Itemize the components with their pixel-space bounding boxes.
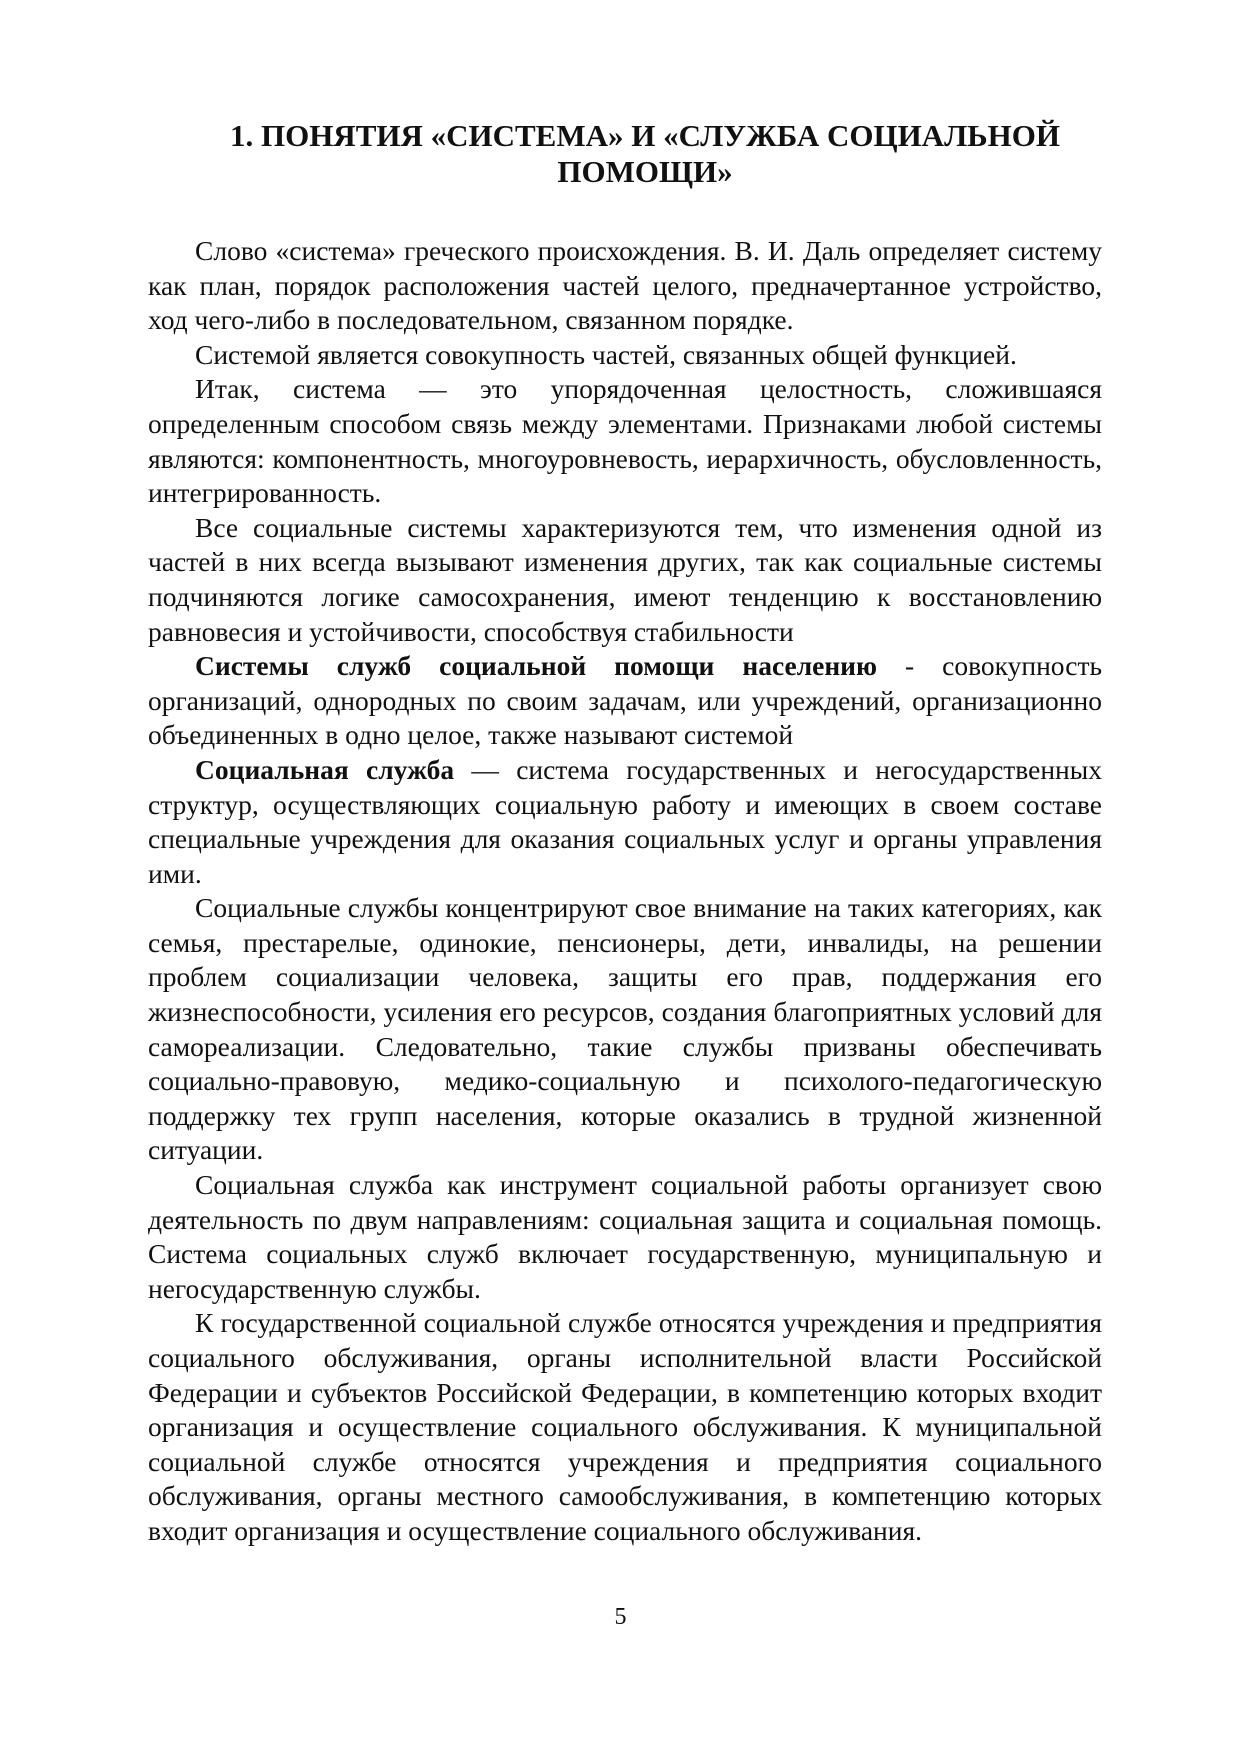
paragraph-1: Слово «система» греческого происхождения. В. И. Даль определяет систему как план, порядок расположения частей целого, предначертанное устройство, ход чего-либо в последовательном, связанном порядке. bbox=[148, 235, 1102, 336]
paragraph-2: Системой является совокупность частей, связанных общей функцией. bbox=[195, 338, 1017, 370]
term-social-aid-systems: Системы служб социальной помощи населению bbox=[195, 650, 878, 682]
paragraph-5-text: - совокупность организаций, однородных по своим задачам, или учреждений, организационно объединенных в одно целое, также называют системой bbox=[148, 650, 1103, 751]
chapter-title-line-1: 1. ПОНЯТИЯ «СИСТЕМА» И «СЛУЖБА СОЦИАЛЬНОЙ bbox=[229, 118, 1061, 153]
document-page bbox=[148, 118, 1102, 1549]
chapter-title-line-2: ПОМОЩИ» bbox=[557, 154, 733, 189]
term-social-service: Социальная служба bbox=[195, 753, 455, 785]
paragraph-3: Итак, система — это упорядоченная целостность, сложившаяся определенным способом связь между элементами. Признаками любой системы являются: компонентность, многоуровневость, иерархичность, обусловленность, интегрированность. bbox=[148, 373, 1102, 509]
paragraph-8: Социальная служба как инструмент социальной работы организует свою деятельность по двум направлениям: социальная защита и социальная помощь. Система социальных служб включает государственную, муниципальную и негосударственную службы. bbox=[148, 1169, 1102, 1304]
paragraph-4: Все социальные системы характеризуются тем, что изменения одной из частей в них всегда вызывают изменения других, так как социальные системы подчиняются логике самосохранения, имеют тенденцию к восстановлению равновесия и устойчивости, способствуя стабильности bbox=[148, 511, 1102, 647]
paragraph-7: Социальные службы концентрируют свое внимание на таких категориях, как семья, престарелые, одинокие, пенсионеры, дети, инвалиды, на решении проблем социализации человека, защиты его прав, поддержания его жизнеспособности, усиления его ресурсов, создания благоприятных условий для самореализации. Следовательно, такие службы призваны обеспечивать социально-правовую, медико-социальную и психолого-педагогическую поддержку тех групп населения, которые оказались в трудной жизненной ситуации. bbox=[148, 892, 1102, 1166]
paragraph-6 bbox=[148, 753, 1102, 891]
page-number: 5 bbox=[614, 1604, 627, 1630]
paragraph-9: К государственной социальной службе относятся учреждения и предприятия социального обслуживания, органы исполнительной власти Российской Федерации и субъектов Российской Федерации, в компетенцию которых входит организация и осуществление социального обслуживания. К муниципальной социальной службе относятся учреждения и предприятия социального обслуживания, органы местного самообслуживания, в компетенцию которых входит организация и осуществление социального обслуживания. bbox=[148, 1307, 1102, 1546]
paragraph-5 bbox=[148, 649, 1102, 753]
paragraph-6-text: — система государственных и негосударственных структур, осуществляющих социальную работу и имеющих в своем составе специальные учреждения для оказания социальных услуг и органы управления ими. bbox=[148, 753, 1102, 889]
chapter-title bbox=[148, 118, 1102, 190]
